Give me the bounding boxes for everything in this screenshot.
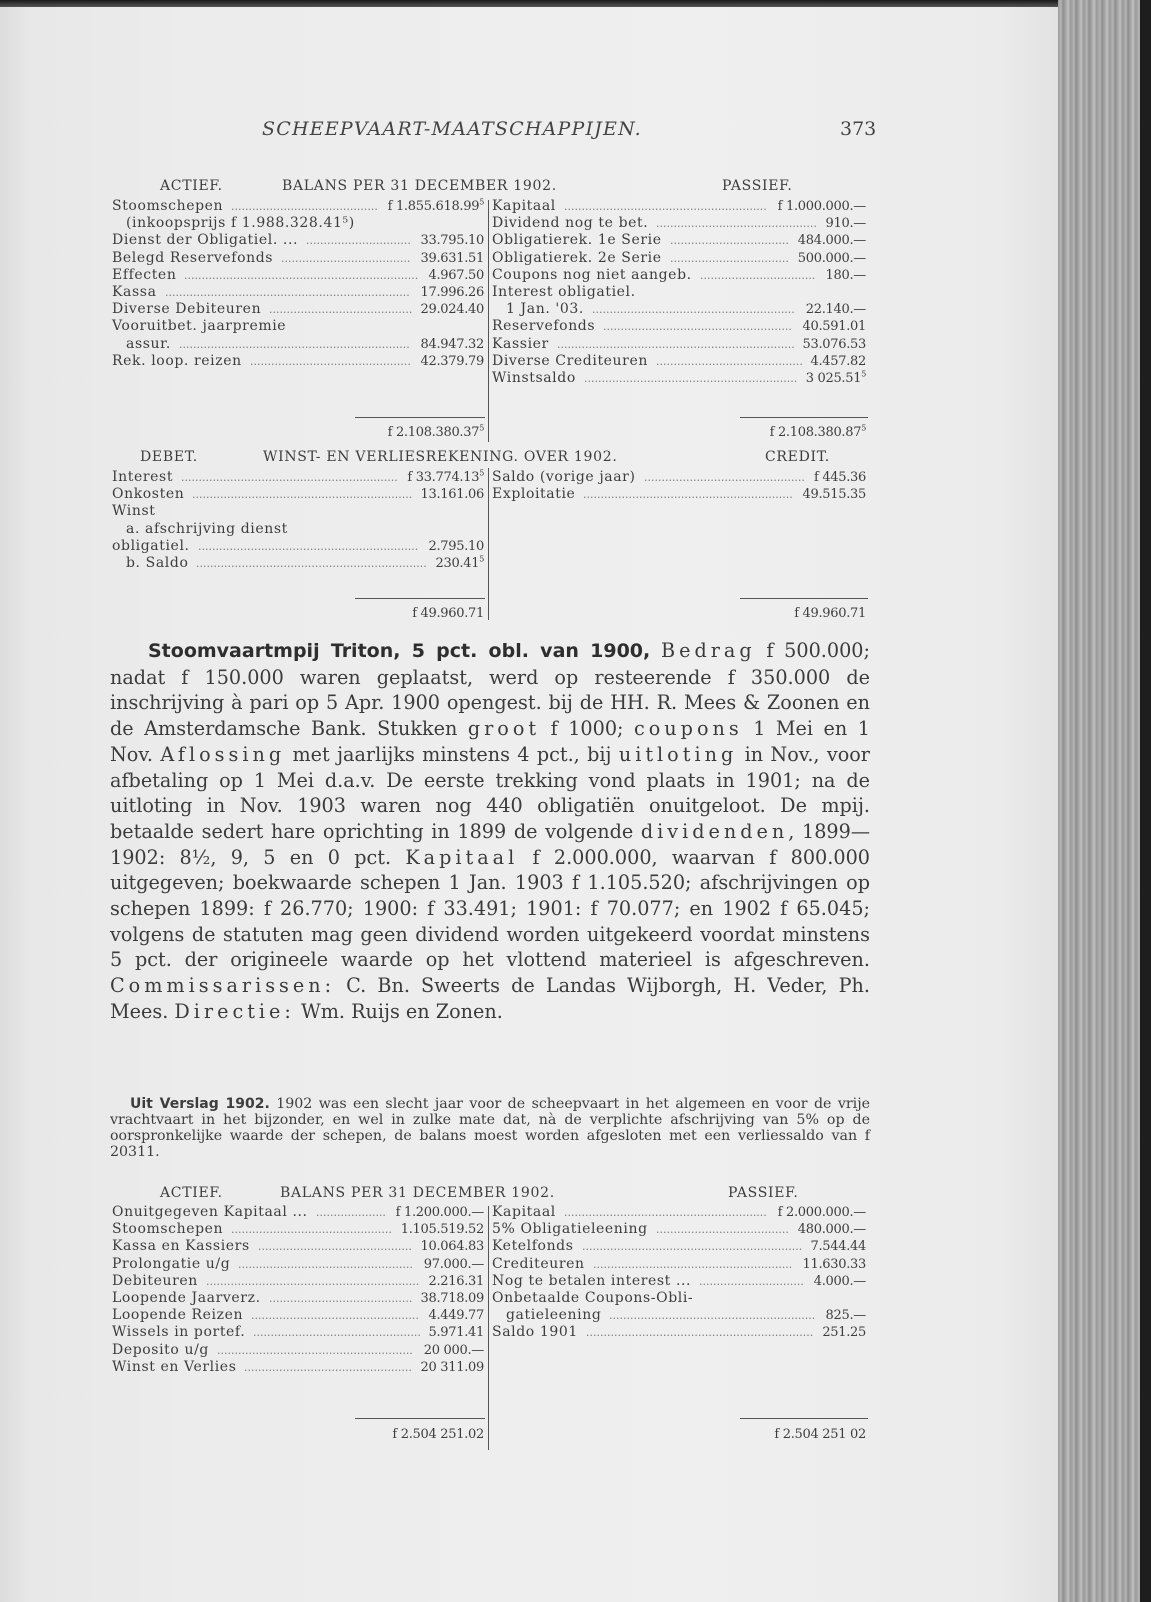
ledger-value: 10.064.83 bbox=[420, 1239, 484, 1255]
ledger-row bbox=[112, 1221, 484, 1238]
ledger-label: Kassa en Kassiers bbox=[112, 1238, 250, 1255]
leader-dots: ......................................... bbox=[269, 303, 413, 317]
ledger-value: 4.000.— bbox=[813, 1273, 866, 1289]
ledger-label: 5% Obligatieleening bbox=[492, 1221, 648, 1238]
ledger-label: Kapitaal bbox=[492, 198, 556, 214]
leader-dots: .............................. bbox=[699, 1274, 804, 1288]
ledger-row bbox=[112, 336, 484, 353]
ledger-label: Exploitatie bbox=[492, 486, 576, 503]
ledger-label: b. Saldo bbox=[126, 554, 189, 571]
ledger-row bbox=[112, 521, 484, 538]
ledger-label: Stoomschepen bbox=[112, 1221, 224, 1238]
ledger-row bbox=[112, 469, 484, 486]
ledger-label: Diverse Debiteuren bbox=[112, 301, 262, 318]
ledger-row bbox=[112, 267, 484, 284]
balance2-total-left: f 2.504 251.02 bbox=[392, 1427, 484, 1442]
ledger-value: 4.457.82 bbox=[810, 353, 866, 369]
ledger-value: 20 311.09 bbox=[420, 1359, 484, 1375]
ledger-label: Onuitgegeven Kapitaal ... bbox=[112, 1204, 308, 1220]
leader-dots: .................................................................. bbox=[196, 556, 427, 570]
scan-top-border bbox=[0, 0, 1151, 7]
ledger-value: f 1.200.000.— bbox=[395, 1205, 484, 1220]
ledger-value: 49.515.35 bbox=[802, 487, 866, 503]
column-divider bbox=[488, 468, 489, 620]
ledger-value: 825.— bbox=[825, 1308, 866, 1324]
running-head: SCHEEPVAART-MAATSCHAPPIJEN. bbox=[262, 118, 642, 140]
leader-dots: ............................................................... bbox=[192, 488, 413, 502]
ledger-label: a. afschrijving dienst bbox=[126, 520, 288, 537]
pl-header-credit: CREDIT. bbox=[765, 449, 830, 465]
ledger-value: 33.795.10 bbox=[420, 233, 484, 249]
leader-dots: ............................................................. bbox=[584, 371, 798, 385]
leader-dots: ................................................................... bbox=[184, 268, 419, 282]
ledger-label: Interest obligatiel. bbox=[492, 283, 636, 300]
ledger-row bbox=[112, 1273, 484, 1290]
ledger-row bbox=[492, 318, 866, 335]
balance2-header-actief: ACTIEF. bbox=[160, 1185, 223, 1201]
balance1-actief-table bbox=[112, 198, 484, 370]
ledger-value: 4.967.50 bbox=[428, 267, 484, 283]
ledger-value: 13.161.06 bbox=[420, 487, 484, 503]
ledger-value: 40.591.01 bbox=[802, 319, 866, 335]
leader-dots: ..................................... bbox=[281, 251, 411, 265]
scan-right-border bbox=[1140, 0, 1151, 1602]
ledger-label: Coupons nog niet aangeb. bbox=[492, 266, 692, 283]
ledger-value: 500.000.— bbox=[797, 250, 866, 266]
ledger-label: Loopende Jaarverz. bbox=[112, 1289, 261, 1306]
ledger-label: Winst en Verlies bbox=[112, 1358, 237, 1375]
ledger-label: Belegd Reservefonds bbox=[112, 249, 274, 266]
leader-dots: .......................................................... bbox=[592, 303, 795, 317]
leader-dots: .................................................................. bbox=[179, 337, 410, 351]
ledger-label: Winst bbox=[112, 503, 156, 520]
total-rule bbox=[740, 598, 868, 599]
leader-dots: .................................. bbox=[670, 251, 789, 265]
ledger-row bbox=[112, 1342, 484, 1359]
ledger-row bbox=[492, 1238, 866, 1255]
ledger-value: 484.000.— bbox=[797, 233, 866, 249]
ledger-row bbox=[492, 301, 866, 318]
ledger-value: f 445.36 bbox=[813, 470, 866, 485]
ledger-label: Onkosten bbox=[112, 486, 185, 503]
ledger-label: Kassier bbox=[492, 335, 549, 352]
ledger-row bbox=[492, 198, 866, 215]
ledger-row bbox=[492, 232, 866, 249]
entry-title: Stoomvaartmpij Triton, 5 pct. obl. van 1900, bbox=[148, 640, 651, 662]
ledger-row bbox=[492, 215, 866, 232]
leader-dots: .................................................. bbox=[238, 1257, 413, 1271]
leader-dots: ...................................................... bbox=[603, 320, 792, 334]
ledger-label: Dividend nog te bet. bbox=[492, 215, 649, 232]
ledger-value: 3 025.51$^5$ bbox=[805, 369, 866, 386]
ledger-label: Loopende Reizen bbox=[112, 1307, 244, 1324]
ledger-row bbox=[492, 1204, 866, 1221]
leader-dots: ........................................................... bbox=[609, 1309, 816, 1323]
ledger-row bbox=[492, 370, 866, 387]
ledger-label: obligatiel. bbox=[112, 537, 190, 554]
ledger-label: Reservefonds bbox=[492, 318, 596, 335]
leader-dots: .............................................. bbox=[231, 1223, 392, 1237]
ledger-value: 39.631.51 bbox=[420, 250, 484, 266]
ledger-label: assur. bbox=[126, 335, 171, 352]
ledger-row bbox=[492, 1221, 866, 1238]
ledger-row bbox=[492, 469, 866, 486]
leader-dots: ................................................ bbox=[251, 1309, 419, 1323]
leader-dots: ............................................................... bbox=[582, 1240, 803, 1254]
ledger-value: 180.— bbox=[825, 267, 866, 283]
ledger-value: f 1.000.000.— bbox=[777, 199, 866, 214]
page-number: 373 bbox=[840, 118, 877, 140]
ledger-label: Deposito u/g bbox=[112, 1341, 209, 1358]
ledger-value: 2.795.10 bbox=[428, 538, 484, 554]
total-rule bbox=[355, 598, 485, 599]
ledger-row bbox=[112, 1238, 484, 1255]
leader-dots: .......................................................... bbox=[564, 200, 767, 213]
ledger-row bbox=[112, 301, 484, 318]
ledger-row bbox=[112, 284, 484, 301]
leader-dots: ................................................ bbox=[253, 1326, 421, 1340]
ledger-label: Wissels in portef. bbox=[112, 1324, 246, 1341]
balance1-header-passief: PASSIEF. bbox=[722, 178, 793, 194]
leader-dots: .......................................................... bbox=[564, 1206, 767, 1219]
ledger-row bbox=[492, 1290, 866, 1307]
ledger-value: 38.718.09 bbox=[420, 1290, 484, 1306]
ledger-value: 84.947.32 bbox=[420, 336, 484, 352]
ledger-value: 22.140.— bbox=[805, 302, 866, 318]
ledger-row bbox=[112, 1307, 484, 1324]
ledger-row bbox=[492, 1324, 866, 1341]
ledger-value: 17.996.26 bbox=[420, 284, 484, 300]
book-page-edges bbox=[1058, 0, 1140, 1602]
leader-dots: .................................................................... bbox=[557, 337, 795, 351]
ledger-row bbox=[112, 1256, 484, 1273]
ledger-label: Vooruitbet. jaarpremie bbox=[112, 318, 287, 335]
balance2-header-passief: PASSIEF. bbox=[728, 1185, 799, 1201]
balance1-header-actief: ACTIEF. bbox=[160, 178, 223, 194]
ledger-row bbox=[492, 284, 866, 301]
ledger-label: Kapitaal bbox=[492, 1204, 556, 1220]
balance2-passief-table bbox=[492, 1204, 866, 1342]
leader-dots: .................................. bbox=[670, 234, 789, 248]
ledger-row bbox=[112, 1204, 484, 1221]
ledger-label: Obligatierek. 2e Serie bbox=[492, 249, 662, 266]
leader-dots: .............................................. bbox=[644, 471, 805, 484]
ledger-label: Diverse Crediteuren bbox=[492, 352, 648, 369]
ledger-label: Debiteuren bbox=[112, 1272, 198, 1289]
ledger-label: Winstsaldo bbox=[492, 369, 576, 386]
ledger-value: f 2.000.000.— bbox=[777, 1205, 866, 1220]
leader-dots: ................................. bbox=[700, 268, 816, 282]
ledger-label: Dienst der Obligatiel. ... bbox=[112, 232, 299, 249]
ledger-value: 7.544.44 bbox=[810, 1239, 866, 1255]
ledger-value: 42.379.79 bbox=[420, 353, 484, 369]
ledger-label: (inkoopsprijs f 1.988.328.41⁵) bbox=[126, 215, 355, 232]
ledger-row bbox=[112, 486, 484, 503]
balance1-passief-table bbox=[492, 198, 866, 387]
ledger-row bbox=[112, 1324, 484, 1341]
leader-dots: ......................................................... bbox=[593, 1257, 793, 1271]
ledger-row bbox=[112, 198, 484, 215]
triton-entry: Stoomvaartmpij Triton, 5 pct. obl. van 1900, Bedrag f 500.000; nadat f 150.000 waren geplaatst, werd op resteerende f 350.000 de inschrijving à pari op 5 Apr. 1900 opengest. bij de HH. R. Mees & Zoonen en de Amsterdamsche Bank. Stukken groot f 1000; coupons 1 Mei en 1 Nov. Aflossing met jaarlijks minstens 4 pct., bij uitloting in Nov., voor afbetaling op 1 Mei d.a.v. De eerste trekking vond plaats in 1901; na de uitloting in Nov. 1903 waren nog 440 obligatiën onuitgeloot. De mpij. betaalde sedert hare oprichting in 1899 de volgende dividenden, 1899—1902: 8½, 9, 5 en 0 pct. Kapitaal f 2.000.000, waarvan f 800.000 uitgegeven; boekwaarde schepen 1 Jan. 1903 f 1.105.520; afschrijvingen op schepen 1899: f 26.770; 1900: f 33.491; 1901: f 70.077; en 1902 f 65.045; volgens de statuten mag geen dividend worden uitgekeerd voordat minstens 5 pct. der origineele waarde op het vlottend materieel is afgeschreven. Commissarissen: C. Bn. Sweerts de Landas Wijborgh, H. Veder, Ph. Mees. Directie: Wm. Ruijs en Zonen. bbox=[110, 639, 871, 1023]
leader-dots: ................................................ bbox=[244, 1360, 412, 1374]
leader-dots: ........................................................ bbox=[217, 1343, 413, 1357]
ledger-row bbox=[112, 318, 484, 335]
ledger-value: f 1.855.618.99$^5$ bbox=[387, 197, 484, 214]
ledger-value: 4.449.77 bbox=[428, 1308, 484, 1324]
pl-header-debet: DEBET. bbox=[140, 449, 198, 465]
verslag-entry: Uit Verslag 1902. 1902 was een slecht jaar voor de scheepvaart in het algemeen en voor de vrije vrachtvaart in het bijzonder, en wel in zulke mate dat, nà de verplichte afschrijving van 5% op de oorspronkelijke waarde der schepen, de balans moest worden afgesloten met een verliessaldo van f 20311. bbox=[110, 1096, 870, 1160]
leader-dots: .......................................... bbox=[656, 354, 803, 368]
ledger-row bbox=[112, 538, 484, 555]
ledger-value: 2.216.31 bbox=[428, 1273, 484, 1289]
total-rule bbox=[355, 417, 485, 418]
ledger-row bbox=[492, 353, 866, 370]
pl-debet-table bbox=[112, 469, 484, 572]
leader-dots: .............................................................. bbox=[181, 471, 398, 484]
balance1-total-left: f 2.108.380.37$^5$ bbox=[387, 423, 484, 440]
leader-dots: ...................................................................... bbox=[165, 285, 410, 299]
ledger-value: 251.25 bbox=[822, 1325, 866, 1341]
ledger-label: Crediteuren bbox=[492, 1255, 585, 1272]
pl-total-right: f 49.960.71 bbox=[794, 606, 866, 621]
leader-dots: ...................................... bbox=[656, 1223, 789, 1237]
ledger-row bbox=[112, 1359, 484, 1376]
ledger-row bbox=[112, 1290, 484, 1307]
leader-dots: .......................................... bbox=[231, 200, 378, 213]
ledger-value: 910.— bbox=[825, 216, 866, 232]
leader-dots: ......................................... bbox=[269, 1291, 413, 1305]
total-rule bbox=[740, 1418, 868, 1419]
leader-dots: .............................................. bbox=[250, 354, 411, 368]
ledger-label: Interest bbox=[112, 469, 174, 485]
leader-dots: .............................................. bbox=[656, 217, 817, 231]
ledger-label: Effecten bbox=[112, 266, 177, 283]
leader-dots: .................... bbox=[316, 1206, 386, 1219]
ledger-label: Rek. loop. reizen bbox=[112, 352, 242, 369]
ledger-label: Prolongatie u/g bbox=[112, 1255, 231, 1272]
ledger-value: 29.024.40 bbox=[420, 302, 484, 318]
leader-dots: ............................................ bbox=[258, 1240, 412, 1254]
ledger-row bbox=[492, 336, 866, 353]
ledger-row bbox=[112, 353, 484, 370]
ledger-value: 11.630.33 bbox=[802, 1256, 866, 1272]
ledger-value: 53.076.53 bbox=[802, 336, 866, 352]
ledger-value: 20 000.— bbox=[423, 1342, 484, 1358]
balance1-header-title: BALANS PER 31 DECEMBER 1902. bbox=[282, 178, 557, 194]
ledger-row bbox=[112, 232, 484, 249]
ledger-label: 1 Jan. '03. bbox=[506, 301, 584, 318]
pl-credit-table bbox=[492, 469, 866, 503]
balance1-total-right: f 2.108.380.87$^5$ bbox=[769, 423, 866, 440]
ledger-row bbox=[492, 486, 866, 503]
ledger-value: f 33.774.13$^5$ bbox=[407, 468, 484, 485]
ledger-row bbox=[492, 1307, 866, 1324]
balance2-header-title: BALANS PER 31 DECEMBER 1902. bbox=[280, 1185, 555, 1201]
ledger-label: gatieleening bbox=[506, 1307, 602, 1324]
ledger-value: 1.105.519.52 bbox=[400, 1222, 484, 1238]
ledger-row bbox=[112, 250, 484, 267]
pl-header-title: WINST- EN VERLIESREKENING. OVER 1902. bbox=[263, 449, 618, 465]
total-rule bbox=[355, 1418, 485, 1419]
ledger-value: 480.000.— bbox=[797, 1222, 866, 1238]
ledger-value: 230.41$^5$ bbox=[435, 554, 484, 571]
ledger-row bbox=[492, 267, 866, 284]
leader-dots: ............................................................... bbox=[198, 539, 419, 553]
ledger-row bbox=[492, 250, 866, 267]
column-divider bbox=[488, 1206, 489, 1450]
column-divider bbox=[488, 200, 489, 442]
balance2-actief-table bbox=[112, 1204, 484, 1376]
ledger-row bbox=[492, 1273, 866, 1290]
ledger-row bbox=[112, 503, 484, 520]
ledger-label: Nog te betalen interest ... bbox=[492, 1272, 692, 1289]
leader-dots: .............................. bbox=[306, 234, 411, 248]
ledger-label: Obligatierek. 1e Serie bbox=[492, 232, 662, 249]
pl-total-left: f 49.960.71 bbox=[412, 606, 484, 621]
ledger-row bbox=[492, 1256, 866, 1273]
ledger-label: Saldo (vorige jaar) bbox=[492, 469, 636, 485]
balance2-total-right: f 2.504 251 02 bbox=[774, 1427, 866, 1442]
ledger-row bbox=[112, 555, 484, 572]
leader-dots: ................................................................. bbox=[586, 1326, 814, 1340]
ledger-value: 97.000.— bbox=[423, 1256, 484, 1272]
ledger-label: Kassa bbox=[112, 283, 157, 300]
leader-dots: ............................................................. bbox=[206, 1274, 420, 1288]
ledger-label: Ketelfonds bbox=[492, 1238, 574, 1255]
leader-dots: ............................................................ bbox=[583, 488, 793, 502]
ledger-label: Saldo 1901 bbox=[492, 1324, 578, 1341]
ledger-label: Stoomschepen bbox=[112, 198, 224, 214]
total-rule bbox=[740, 417, 868, 418]
ledger-label: Onbetaalde Coupons-Obli- bbox=[492, 1289, 694, 1306]
verslag-title: Uit Verslag 1902. bbox=[130, 1096, 270, 1112]
ledger-row bbox=[112, 215, 484, 232]
ledger-value: 5.971.41 bbox=[428, 1325, 484, 1341]
